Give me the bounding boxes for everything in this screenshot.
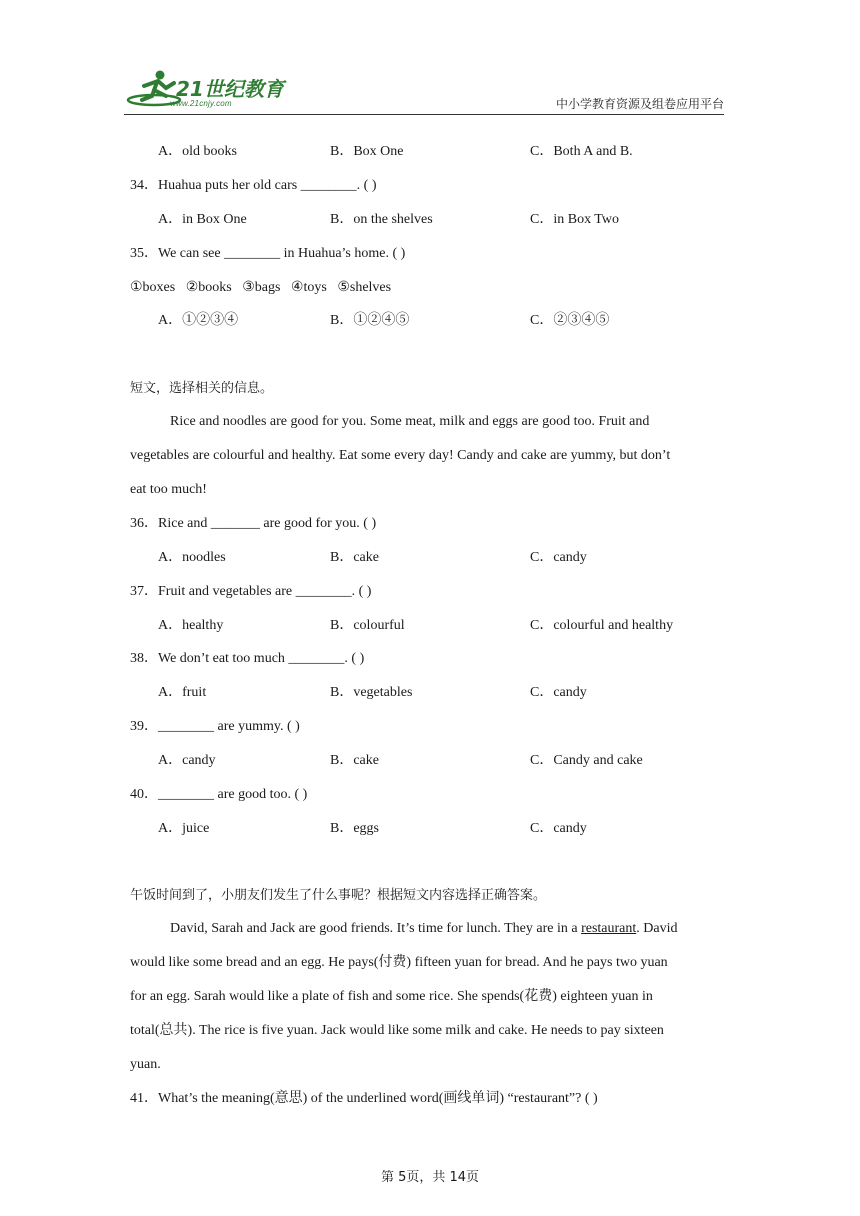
q34-option-b: B．on the shelves <box>330 212 433 227</box>
q36-option-a: A．noodles <box>158 550 226 565</box>
q34-stem: 34．Huahua puts her old cars ________. ( ) <box>130 178 377 193</box>
q34-option-a: A．in Box One <box>158 212 247 227</box>
q35-option-c: C．②③④⑤ <box>530 313 610 328</box>
q36-stem: 36．Rice and _______ are good for you. ( ) <box>130 516 377 531</box>
underlined-word-restaurant: restaurant <box>581 921 637 936</box>
q40-stem: 40．________ are good too. ( ) <box>130 787 308 802</box>
section3-passage-line4: total(总共). The rice is five yuan. Jack would like some milk and cake. He needs to pay sixteen <box>130 1023 664 1038</box>
q33-option-a: A．old books <box>158 144 237 159</box>
section2-passage-line1: Rice and noodles are good for you. Some meat, milk and eggs are good too. Fruit and <box>170 414 650 429</box>
q36-option-c: C．candy <box>530 550 587 565</box>
q37-stem: 37．Fruit and vegetables are ________. ( ) <box>130 584 372 599</box>
platform-name: 中小学教育资源及组卷应用平台 <box>555 97 724 111</box>
section3-passage-line3: for an egg. Sarah would like a plate of fish and some rice. She spends(花费) eighteen yuan in <box>130 989 653 1004</box>
section3-passage-line1 <box>130 912 732 946</box>
q41-stem: 41．What’s the meaning(意思) of the underlined word(画线单词) “restaurant”? ( ) <box>130 1091 598 1106</box>
section2-passage-line3: eat too much! <box>130 482 207 497</box>
section2-passage-line2: vegetables are colourful and healthy. Eat some every day! Candy and cake are yummy, but don’t <box>130 448 671 463</box>
page-header <box>124 66 724 115</box>
q38-option-b: B．vegetables <box>330 685 413 700</box>
q35-option-a: A．①②③④ <box>158 313 239 328</box>
q36-option-b: B．cake <box>330 550 379 565</box>
q35-stem: 35．We can see ________ in Huahua’s home. ( ) <box>130 246 406 261</box>
q40-option-b: B．eggs <box>330 821 379 836</box>
q33-option-b: B．Box One <box>330 144 404 159</box>
q38-stem: 38．We don’t eat too much ________. ( ) <box>130 651 365 666</box>
q37-option-b: B．colourful <box>330 618 405 633</box>
section3-passage-line2: would like some bread and an egg. He pays(付费) fifteen yuan for bread. And he pays two yuan <box>130 955 668 970</box>
q39-option-b: B．cake <box>330 753 379 768</box>
passage-text: . David <box>636 921 678 936</box>
q38-option-a: A．fruit <box>158 685 207 700</box>
q39-stem: 39．________ are yummy. ( ) <box>130 719 300 734</box>
page-number: 第 5页，共 14页 <box>380 1170 480 1185</box>
q40-option-a: A．juice <box>158 821 210 836</box>
section3-passage-line5: yuan. <box>130 1057 161 1072</box>
q40-option-c: C．candy <box>530 821 587 836</box>
q33-option-c: C．Both A and B. <box>530 144 633 159</box>
q39-option-c: C．Candy and cake <box>530 753 643 768</box>
q34-option-c: C．in Box Two <box>530 212 619 227</box>
section3-instruction: 午饭时间到了，小朋友们发生了什么事呢？根据短文内容选择正确答案。 <box>130 888 547 903</box>
logo-text: 21世纪教育 <box>176 77 284 101</box>
q35-items: ①boxes ②books ③bags ④toys ⑤shelves <box>130 280 392 295</box>
logo-url: www.21cnjy.com <box>170 99 232 108</box>
q37-option-c: C．colourful and healthy <box>530 618 674 633</box>
passage-text: David, Sarah and Jack are good friends. It’s time for lunch. They are in a <box>170 921 582 936</box>
section2-instruction: 短文，选择相关的信息。 <box>130 381 274 396</box>
q37-option-a: A．healthy <box>158 618 224 633</box>
q35-option-b: B．①②④⑤ <box>330 313 410 328</box>
q39-option-a: A．candy <box>158 753 216 768</box>
q38-option-c: C．candy <box>530 685 587 700</box>
